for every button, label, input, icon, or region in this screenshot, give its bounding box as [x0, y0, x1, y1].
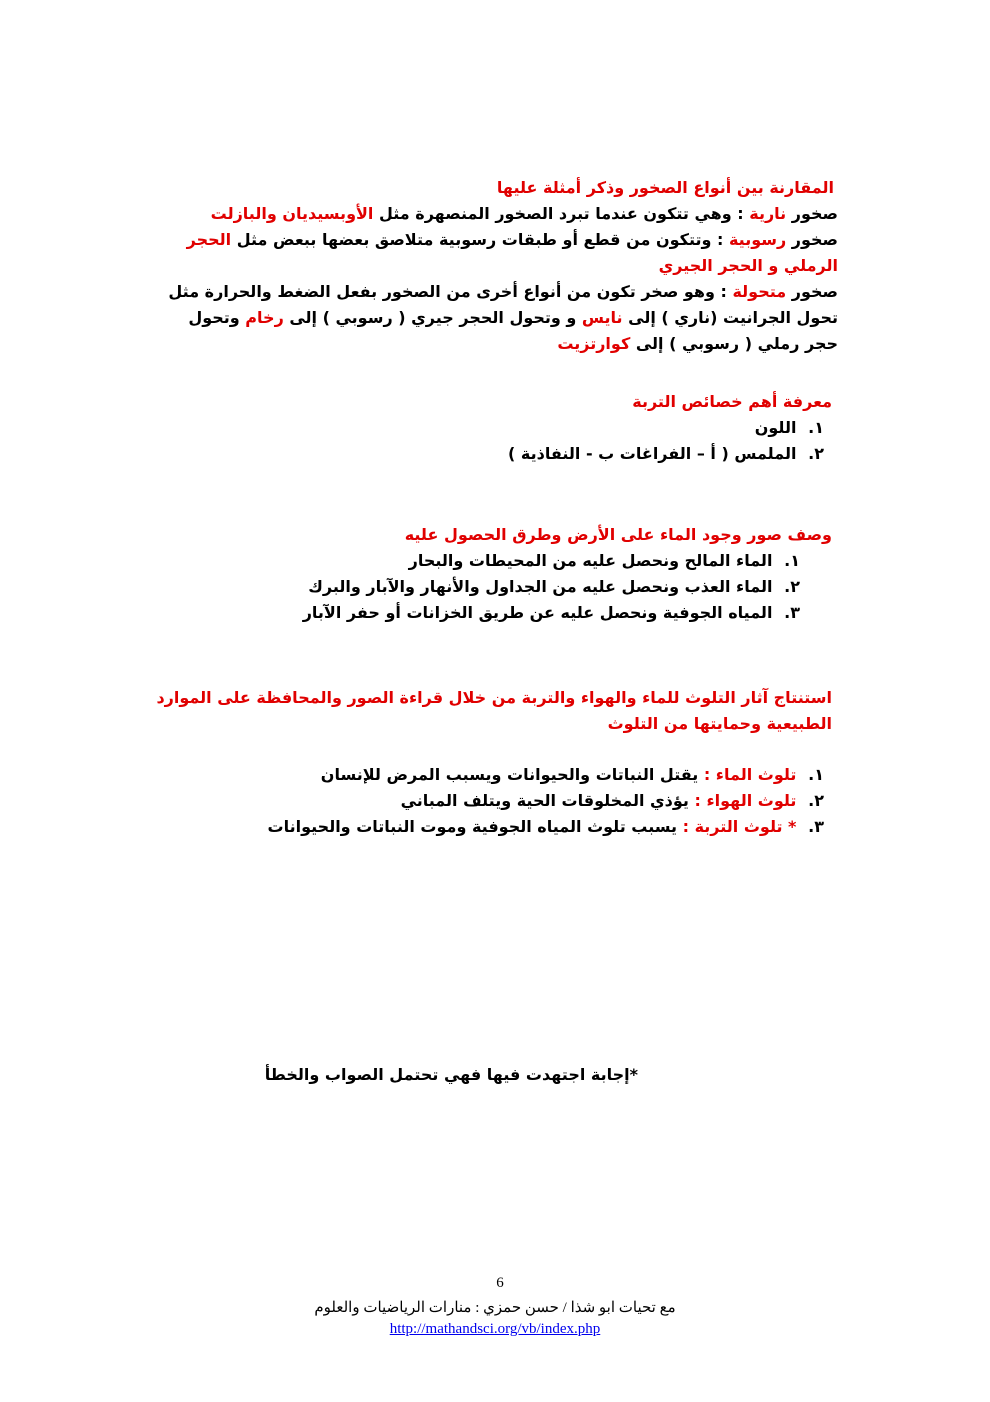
pollution-heading: استنتاج آثار التلوث للماء والهواء والتربة من خلال قراءة الصور والمحافظة على الموارد — [156, 688, 832, 707]
soil-section — [508, 389, 832, 467]
pollution-section — [156, 685, 832, 737]
metamorphic-line-2: تحول الجرانيت (ناري ) إلى نايس و وتحول الحجر جيري ( رسوبي ) إلى رخام وتحول — [188, 308, 838, 327]
sedimentary-type: رسوبية — [728, 230, 787, 249]
pollution-heading-cont: الطبيعية وحمايتها من التلوث — [607, 714, 832, 733]
pollution-list — [268, 762, 832, 840]
water-section — [303, 522, 832, 626]
igneous-type: نارية — [749, 204, 787, 223]
pollution-label: تلوث الهواء : — [694, 791, 802, 810]
igneous-examples: الأوبسيديان والبازلت — [210, 204, 374, 223]
rocks-section — [168, 175, 838, 357]
footer-credit: مع تحيات ابو شذا / حسن حمزي : منارات الرياضيات والعلوم — [314, 1300, 676, 1316]
pollution-label: * تلوث التربة : — [682, 817, 802, 836]
sedimentary-line: صخور رسوبية : وتتكون من قطع أو طبقات رسوبية متلاصق بعضها ببعض مثل الحجر — [186, 230, 838, 249]
sedimentary-examples: الحجر — [186, 230, 232, 249]
marble: رخام — [245, 308, 284, 327]
quartzite: كوارتزيت — [557, 334, 631, 353]
page-number: 6 — [496, 1275, 504, 1291]
metamorphic-line-3: حجر رملي ( رسوبي ) إلى كوارتزيت — [557, 334, 838, 353]
list-item: ١. اللون — [754, 418, 824, 437]
metamorphic-type: متحولة — [732, 282, 787, 301]
metamorphic-line: صخور متحولة : وهو صخر تكون من أنواع أخرى من الصخور بفعل الضغط والحرارة مثل — [168, 282, 838, 301]
list-item: ٢. الماء العذب ونحصل عليه من الجداول والأنهار والآبار والبرك — [308, 577, 800, 596]
list-item: ٣. * تلوث التربة : يسبب تلوث المياه الجوفية وموت النباتات والحيوانات — [267, 817, 824, 836]
list-item: ٣. المياه الجوفية ونحصل عليه عن طريق الخزانات أو حفر الآبار — [302, 603, 800, 622]
list-item: ١. الماء المالح ونحصل عليه من المحيطات والبحار — [408, 551, 800, 570]
list-item: ٢. الملمس ( أ – الفراغات ب - النفاذية ) — [508, 444, 824, 463]
list-item: ١. تلوث الماء : يقتل النباتات والحيوانات ويسبب المرض للإنسان — [320, 765, 824, 784]
gneiss: نايس — [581, 308, 623, 327]
list-item: ٢. تلوث الهواء : يؤذي المخلوقات الحية ويتلف المباني — [400, 791, 824, 810]
igneous-line: صخور نارية : وهي تتكون عندما تبرد الصخور المنصهرة مثل الأوبسيديان والبازلت — [210, 204, 838, 223]
footer-link[interactable]: http://mathandsci.org/vb/index.php — [389, 1321, 601, 1337]
answer-note: *إجابة اجتهدت فيها فهي تحتمل الصواب والخطأ — [264, 1065, 638, 1084]
soil-heading: معرفة أهم خصائص التربة — [632, 392, 832, 411]
rocks-heading: المقارنة بين أنواع الصخور وذكر أمثلة عليها — [496, 178, 834, 197]
sedimentary-examples-cont: الرملي و الحجر الجيري — [658, 256, 838, 275]
water-heading: وصف صور وجود الماء على الأرض وطرق الحصول عليه — [404, 525, 832, 544]
pollution-label: تلوث الماء : — [703, 765, 802, 784]
